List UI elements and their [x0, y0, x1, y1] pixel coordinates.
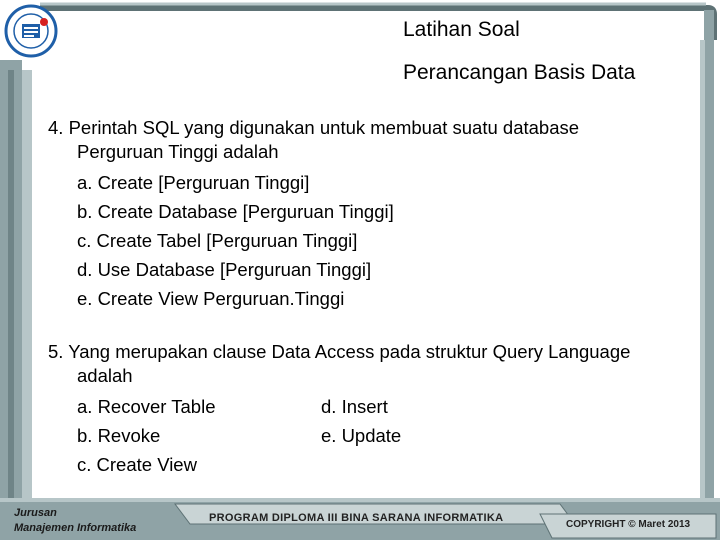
q5-option-c: c. Create View — [77, 454, 197, 475]
question-5-text-cont: adalah — [77, 365, 133, 386]
question-5-text: 5. Yang merupakan clause Data Access pada struktur Query Language — [48, 341, 631, 362]
frame-top-decoration — [0, 0, 720, 110]
bsi-logo-icon — [4, 4, 58, 58]
q4-option-b: b. Create Database [Perguruan Tinggi] — [77, 201, 394, 222]
page-title: Latihan Soal — [403, 18, 520, 41]
footer-department — [14, 506, 136, 536]
q5-option-a: a. Recover Table — [77, 396, 216, 417]
q5-option-d: d. Insert — [321, 396, 388, 417]
frame-left-decoration — [0, 0, 50, 540]
question-4-text-cont: Perguruan Tinggi adalah — [77, 141, 279, 162]
q4-option-a: a. Create [Perguruan Tinggi] — [77, 172, 310, 193]
q5-option-b: b. Revoke — [77, 425, 161, 446]
q5-option-e: e. Update — [321, 425, 402, 446]
footer-program: PROGRAM DIPLOMA III BINA SARANA INFORMATIKA — [209, 512, 504, 524]
question-content — [48, 113, 708, 479]
q4-option-d: d. Use Database [Perguruan Tinggi] — [77, 259, 372, 280]
footer-copyright: COPYRIGHT © Maret 2013 — [566, 519, 691, 530]
footer-department-line1: Jurusan — [14, 507, 57, 519]
question-4-text: 4. Perintah SQL yang digunakan untuk membuat suatu database — [48, 117, 580, 138]
q4-option-c: c. Create Tabel [Perguruan Tinggi] — [77, 230, 358, 251]
footer-department-line2: Manajemen Informatika — [14, 522, 137, 534]
q4-option-e: e. Create View Perguruan.Tinggi — [77, 288, 345, 309]
page-subtitle: Perancangan Basis Data — [403, 61, 636, 84]
